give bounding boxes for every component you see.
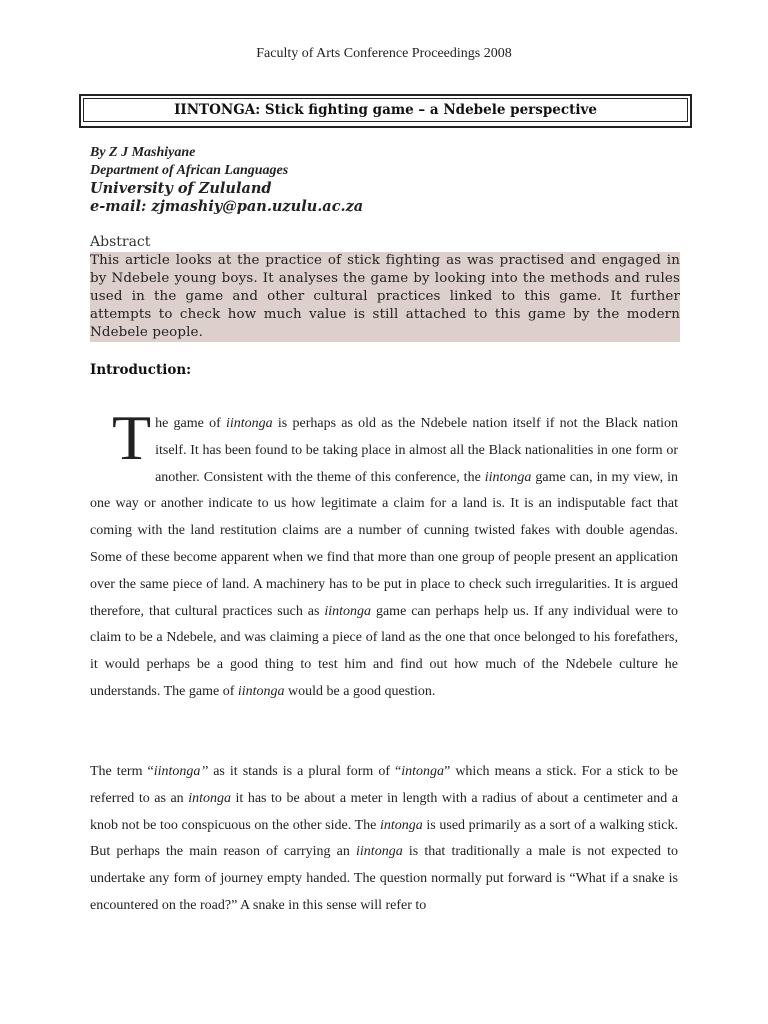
author-email: e-mail: zjmashiy@pan.uzulu.ac.za <box>90 198 364 215</box>
byline <box>90 144 690 216</box>
italic-term: iintonga <box>356 844 403 860</box>
introduction-paragraph-2 <box>90 759 678 920</box>
abstract-text: This article looks at the practice of stick fighting as was practised and engaged in by Ndebele young boys. It analyses the game by looking into the methods and rules used in the game and other cultural practices linked to this game. It further attempts to check how much value is still attached to this game by the modern Ndebele people. <box>90 253 680 340</box>
italic-term: intonga <box>188 790 231 806</box>
text-run: is that traditionally a male is not expected to undertake any form of journey empty handed. The question normally put forward is “What if a snake is encountered on the road?” A snake in this sense will refer to <box>90 844 678 913</box>
italic-term: iintonga’’ <box>153 764 209 779</box>
italic-term: intonga <box>401 764 445 779</box>
introduction-paragraph-1 <box>90 402 678 706</box>
text-run: is used primarily as a sort of a walking stick. But perhaps the main reason of carrying an <box>90 817 678 860</box>
italic-term: iintonga <box>484 469 532 485</box>
author-department: Department of African Languages <box>90 163 289 178</box>
text-run: The term “ <box>90 764 154 779</box>
text-run: is perhaps as old as the Ndebele nation itself if not the Black nation itself. It has been found to be taking place in almost all the Black nationalities in one form or another. Consistent with the theme of this conference, the <box>155 416 678 485</box>
article-title: IINTONGA: Stick fighting game – a Ndebele perspective <box>83 98 688 122</box>
text-run: it has to be about a meter in length with a radius of about a centimeter and a knob not be too conspicuous on the other side. The <box>90 790 679 833</box>
text-run: game can, in my view, in one way or another indicate to us how legitimate a claim for a land is. It is an indisputable fact that coming with the land restitution claims are a number of cunning twisted fakes with double agendas. Some of these become apparent when we find that more than one group of people present an application over the same piece of land. A machinery has to be put in place to check such irregularities. It is argued therefore, that cultural practices such as <box>90 469 678 619</box>
title-box <box>79 94 692 128</box>
italic-term: intonga <box>379 817 423 833</box>
author-university: University of Zululand <box>90 180 272 197</box>
text-run: as it stands is a plural form of “ <box>208 764 402 779</box>
text-run: ” which means a stick. For a stick to be referred to as an <box>90 764 678 806</box>
italic-term: iintonga <box>226 416 273 431</box>
introduction-heading: Introduction: <box>90 362 192 378</box>
author-name: By Z J Mashiyane <box>90 145 196 160</box>
running-header: Faculty of Arts Conference Proceedings 2008 <box>256 46 512 61</box>
italic-term: iintonga <box>324 603 372 619</box>
text-run: game can perhaps help us. If any individual were to claim to be a Ndebele, and was claiming a piece of land as the one that once belonged to his forefathers, it would perhaps be a good thing to test him and find out how much of the Ndebele culture he understands. The game of <box>90 603 678 699</box>
drop-cap: T <box>112 402 152 473</box>
paragraph-runs <box>90 416 678 699</box>
paragraph-runs <box>90 764 678 913</box>
text-run: he game of <box>155 416 226 431</box>
abstract-heading: Abstract <box>90 234 151 250</box>
italic-term: iintonga <box>237 683 285 699</box>
text-run: would be a good question. <box>284 683 436 699</box>
